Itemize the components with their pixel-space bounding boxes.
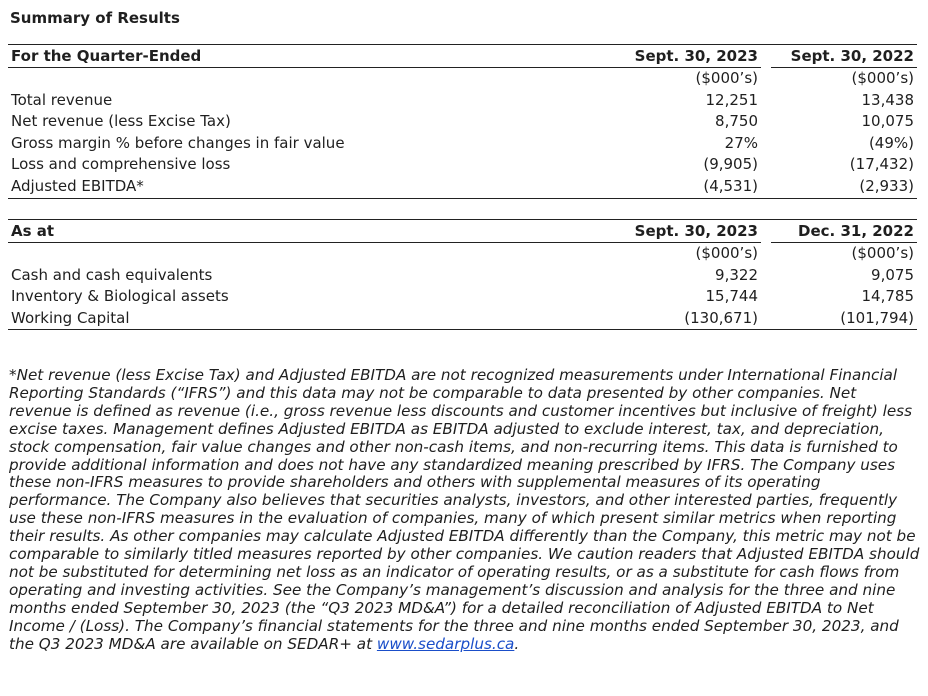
- row-label: Total revenue: [11, 90, 113, 109]
- unit-row: [8, 243, 917, 265]
- table-row: [8, 111, 917, 133]
- row-value-a: 12,251: [705, 90, 758, 109]
- row-value-a: (130,671): [601, 308, 761, 330]
- col-b-header: Dec. 31, 2022: [771, 220, 917, 243]
- footnote-trailing: .: [514, 634, 520, 653]
- row-value-a: (9,905): [703, 155, 758, 174]
- row-value-a: 15,744: [705, 287, 758, 306]
- row-label: Inventory & Biological assets: [11, 287, 229, 306]
- row-value-b: (49%): [868, 133, 914, 152]
- table-row: [8, 265, 917, 287]
- col-b-header: Sept. 30, 2022: [771, 45, 917, 68]
- col-b-unit: ($000’s): [851, 69, 914, 87]
- row-value-a: 9,322: [715, 265, 758, 284]
- row-label: Gross margin % before changes in fair value: [11, 133, 345, 152]
- table-row: [8, 154, 917, 176]
- header-label: As at: [8, 220, 601, 243]
- row-label: Working Capital: [8, 308, 601, 330]
- table-row: [8, 308, 917, 330]
- table-row: [8, 90, 917, 112]
- table-row: [8, 133, 917, 155]
- row-value-b: (17,432): [849, 155, 914, 174]
- row-value-a: (4,531): [601, 176, 761, 198]
- unit-label: [8, 243, 601, 265]
- col-a-unit: ($000’s): [695, 69, 758, 87]
- row-value-b: 10,075: [861, 112, 914, 131]
- as-at-table: [8, 219, 917, 330]
- unit-row: [8, 68, 917, 90]
- row-label: Loss and comprehensive loss: [11, 155, 231, 174]
- footnote: [9, 367, 921, 654]
- col-a-unit: ($000’s): [695, 244, 758, 262]
- table-header-row: [8, 45, 917, 68]
- col-a-header: Sept. 30, 2023: [601, 45, 761, 68]
- row-value-a: 27%: [724, 133, 758, 152]
- col-gap: [761, 220, 771, 243]
- summary-title: Summary of Results: [10, 9, 180, 27]
- row-label: Adjusted EBITDA*: [8, 176, 601, 198]
- col-a-header: Sept. 30, 2023: [601, 220, 761, 243]
- row-value-b: 14,785: [861, 287, 914, 306]
- table-header-row: [8, 220, 917, 243]
- row-value-b: 9,075: [871, 265, 914, 284]
- sedar-link[interactable]: www.sedarplus.ca: [376, 634, 515, 653]
- footnote-text: *Net revenue (less Excise Tax) and Adjusted EBITDA are not recognized measurements under International Financial Reporting Standards (“IFRS”) and this data may not be comparable to data presented by other companies. Net revenue is defined as revenue (i.e., gross revenue less discounts and customer incentives but inclusive of freight) less excise taxes. Management defines Adjusted EBITDA as EBITDA adjusted to exclude interest, tax, and depreciation, stock compensation, fair value changes and other non-cash items, and non-recurring items. This data is furnished to provide additional information and does not have any standardized meaning prescribed by IFRS. The Company uses these non-IFRS measures to provide shareholders and others with supplemental measures of its operating performance. The Company also believes that securities analysts, investors, and other interested parties, frequently use these non-IFRS measures in the evaluation of companies, many of which present similar metrics when reporting their results. As other companies may calculate Adjusted EBITDA differently than the Company, this metric may not be comparable to similarly titled measures reported by other companies. We caution readers that Adjusted EBITDA should not be substituted for determining net loss as an indicator of operating results, or as a substitute for cash flows from operating and investing activities. See the Company’s management’s discussion and analysis for the three and nine months ended September 30, 2023 (the “Q3 2023 MD&A”) for a detailed reconciliation of Adjusted EBITDA to Net Income / (Loss). The Company’s financial statements for the three and nine months ended September 30, 2023, and the Q3 2023 MD&A are available on SEDAR+ at: [9, 366, 920, 653]
- row-value-b: (2,933): [771, 176, 917, 198]
- table-row: [8, 176, 917, 198]
- col-b-unit: ($000’s): [851, 244, 914, 262]
- quarter-results-table: [8, 44, 917, 199]
- row-value-a: 8,750: [715, 112, 758, 131]
- col-gap: [761, 45, 771, 68]
- row-label: Cash and cash equivalents: [11, 265, 213, 284]
- header-label: For the Quarter-Ended: [8, 45, 601, 68]
- unit-label: [8, 68, 601, 90]
- row-label: Net revenue (less Excise Tax): [11, 112, 231, 131]
- row-value-b: 13,438: [861, 90, 914, 109]
- row-value-b: (101,794): [771, 308, 917, 330]
- table-row: [8, 286, 917, 308]
